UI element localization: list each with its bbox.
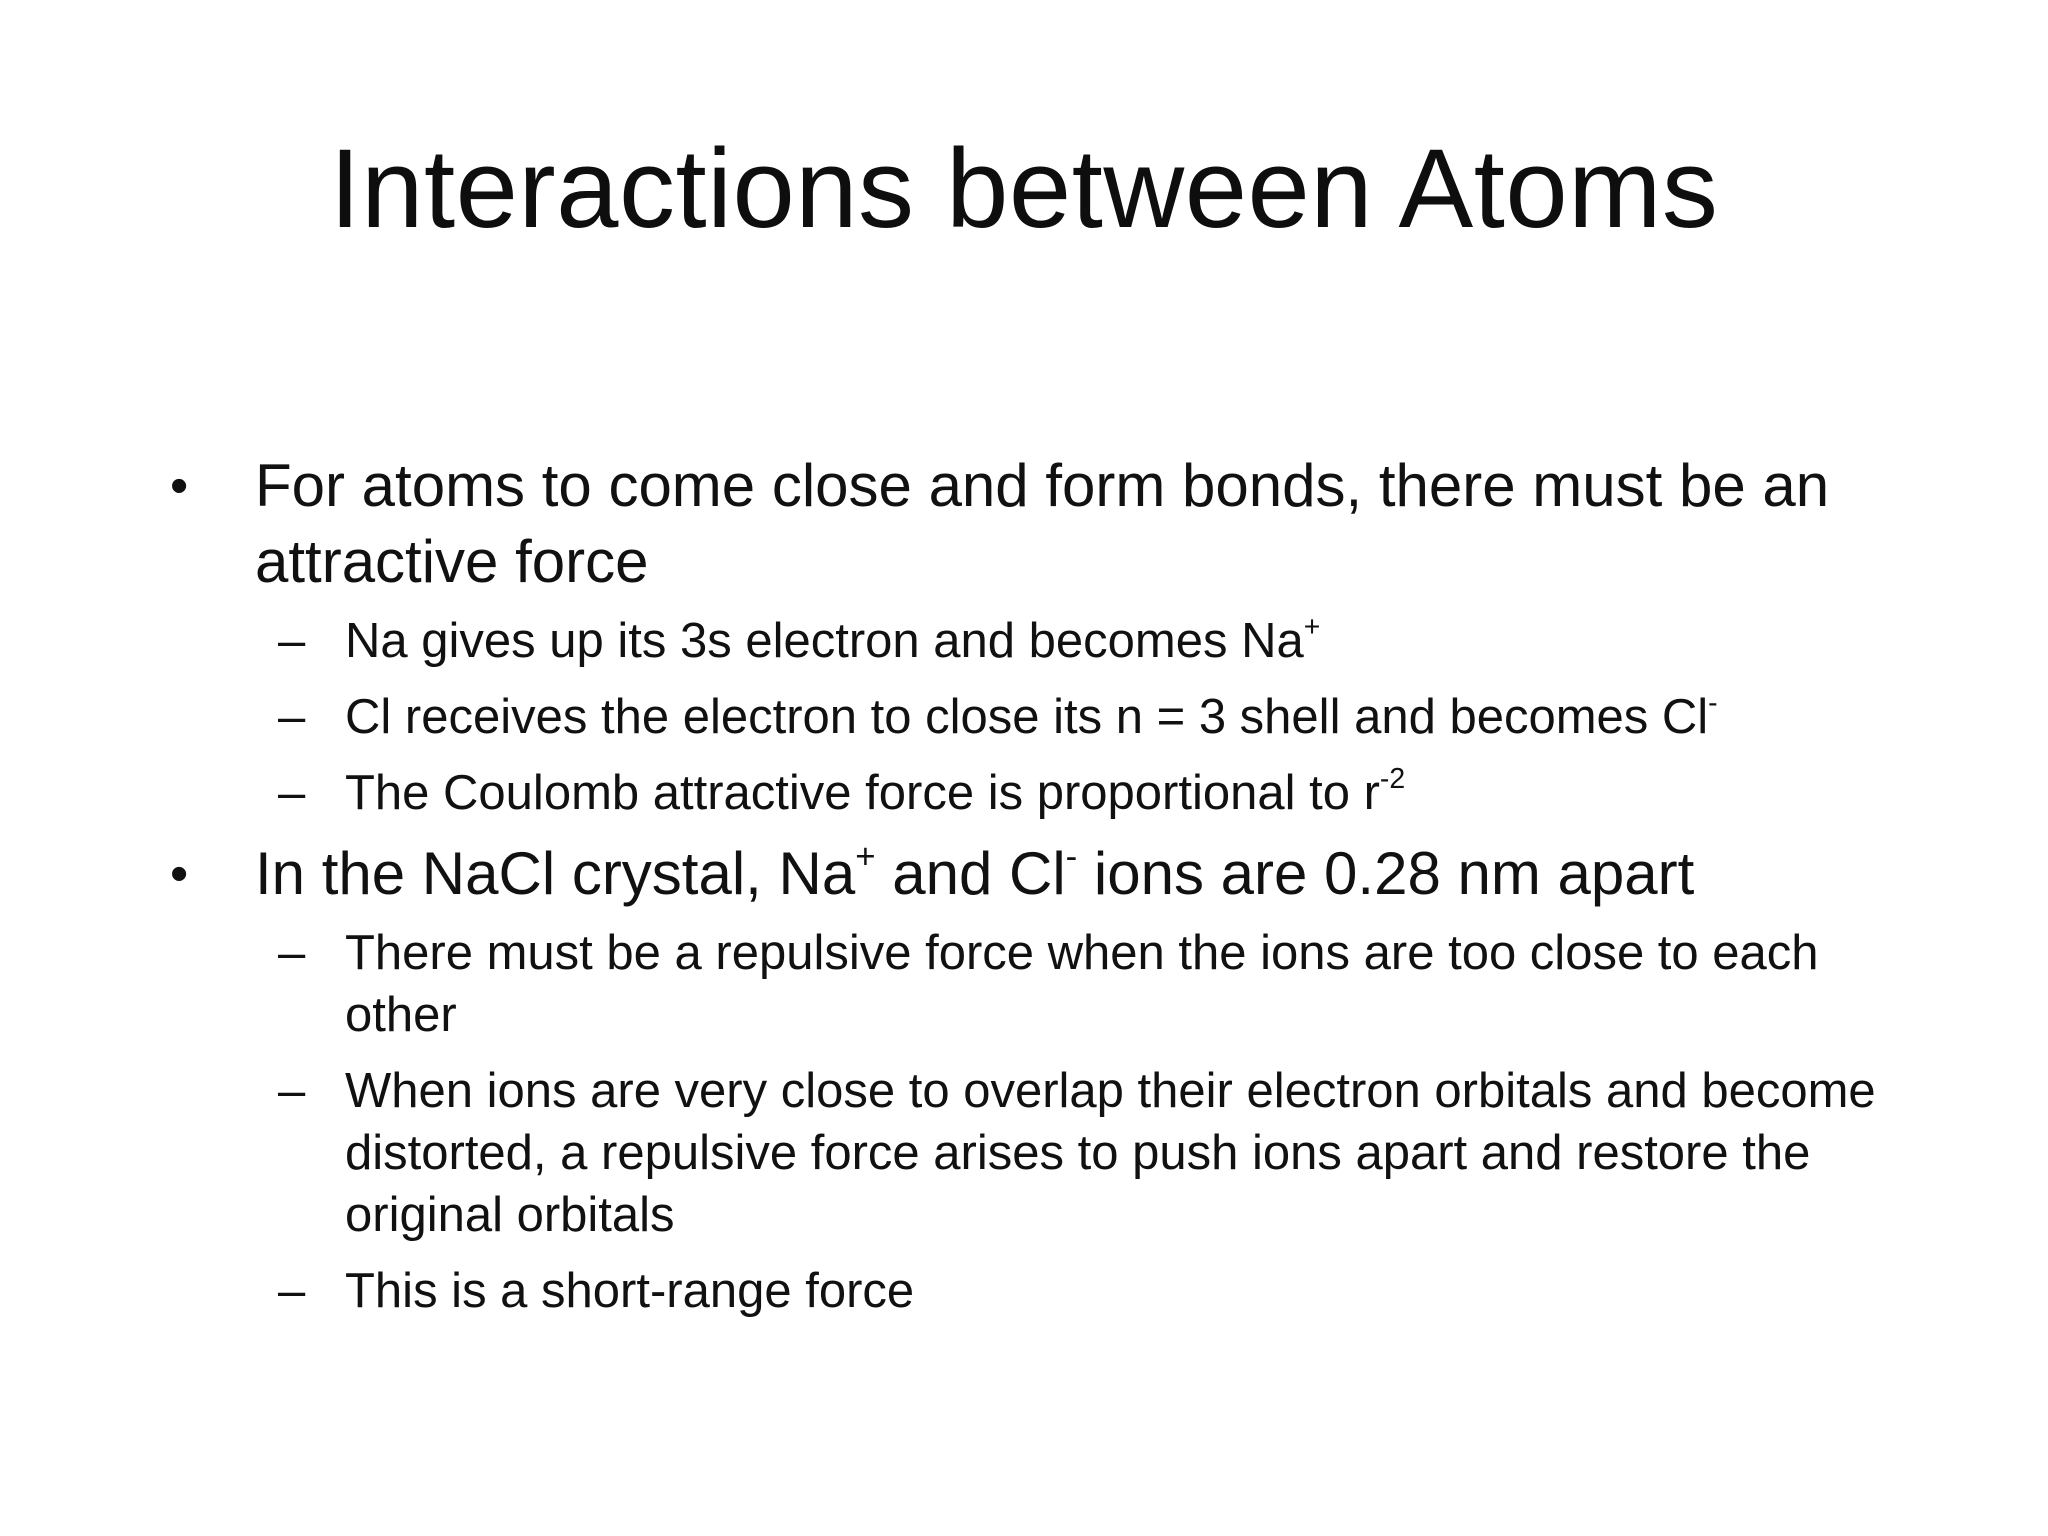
bullet-text: ions are 0.28 nm apart <box>1077 840 1695 907</box>
bullet-dot: • <box>170 845 189 903</box>
bullet-item <box>170 448 1890 600</box>
superscript: + <box>855 836 876 876</box>
sub-bullet-dash: – <box>278 926 306 980</box>
sub-bullet-dash: – <box>278 1264 306 1318</box>
sub-bullet-text: Cl receives the electron to close its n = 3 shell and becomes Cl <box>345 690 1709 744</box>
sub-bullet-dash: – <box>278 614 306 668</box>
sub-bullet-item <box>170 922 1890 1046</box>
sub-bullet-text: There must be a repulsive force when the ions are too close to each other <box>345 926 1819 1042</box>
sub-bullet-item <box>170 610 1890 672</box>
bullet-text: In the NaCl crystal, Na <box>255 840 856 907</box>
sub-bullet-text: Na gives up its 3s electron and becomes Na <box>345 614 1304 668</box>
sub-bullet-dash: – <box>278 766 306 820</box>
sub-bullet-text: This is a short-range force <box>345 1264 915 1318</box>
bullet-dot: • <box>170 457 189 515</box>
sub-bullet-text: When ions are very close to overlap their electron orbitals and become distorted, a repulsive force arises to push ions apart and restore the original orbitals <box>345 1064 1876 1242</box>
sub-bullet-text: The Coulomb attractive force is proportional to r <box>345 766 1380 820</box>
superscript: - <box>1708 686 1718 719</box>
bullet-item <box>170 836 1890 912</box>
superscript: + <box>1303 610 1321 643</box>
sub-bullet-item <box>170 1060 1890 1246</box>
sub-bullet-item <box>170 686 1890 748</box>
sub-bullet-dash: – <box>278 1064 306 1118</box>
sub-bullet-item <box>170 762 1890 824</box>
slide-title: Interactions between Atoms <box>329 126 1719 251</box>
sub-bullet-item <box>170 1260 1890 1322</box>
slide-body <box>170 448 1890 1322</box>
sub-bullet-dash: – <box>278 690 306 744</box>
bullet-text: and Cl <box>875 840 1066 907</box>
superscript: - <box>1065 836 1078 876</box>
bullet-text: For atoms to come close and form bonds, there must be an attractive force <box>255 452 1830 595</box>
superscript: -2 <box>1379 762 1406 795</box>
